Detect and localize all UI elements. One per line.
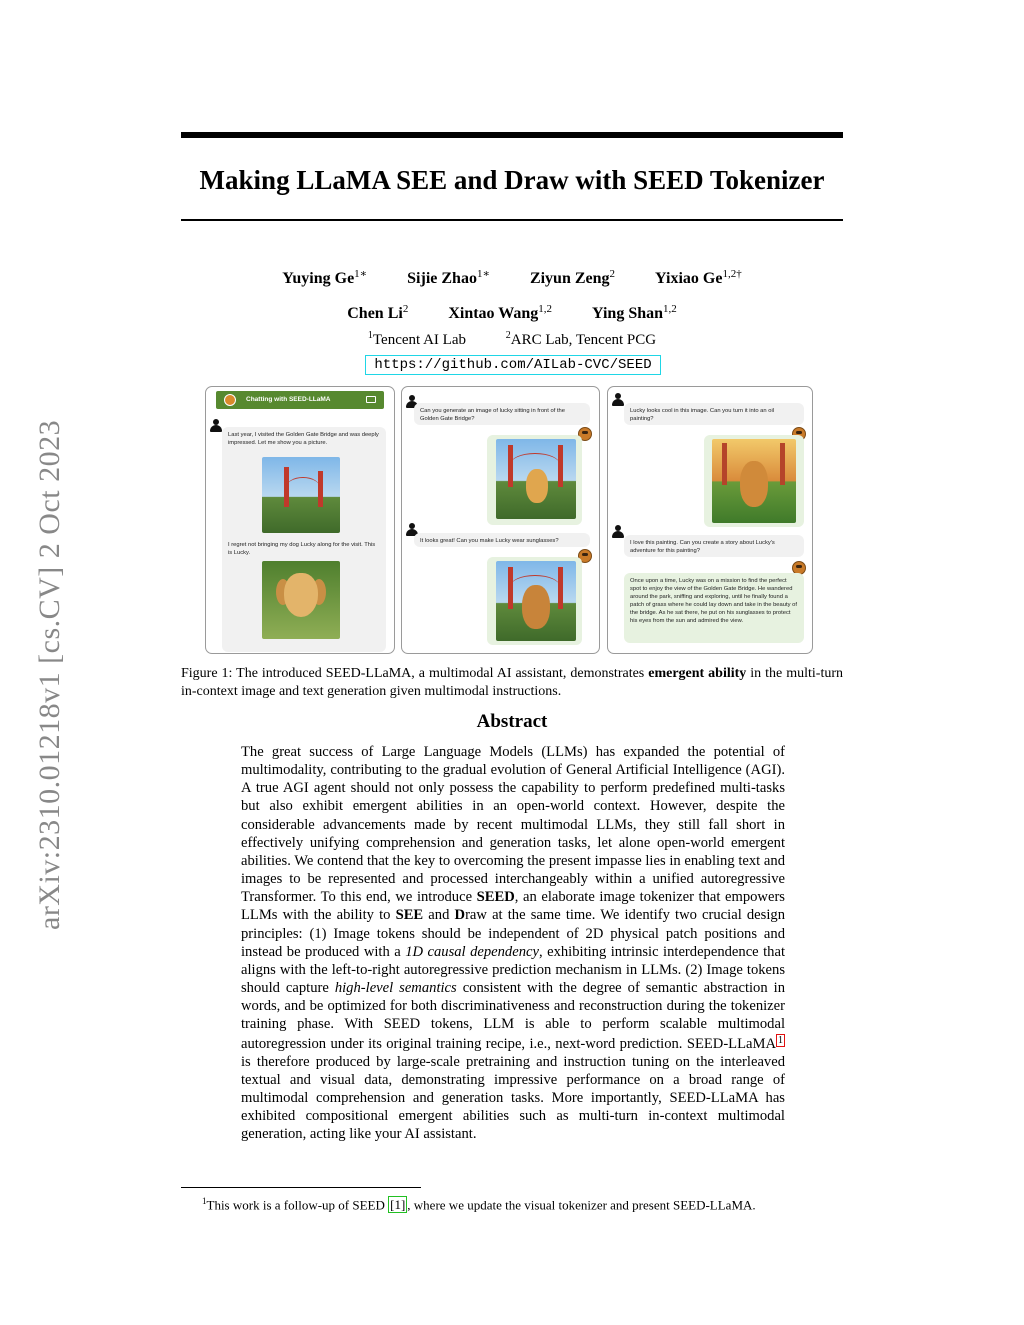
author: Chen Li$^2$ — [347, 303, 409, 322]
authors-row-2 — [181, 298, 843, 325]
user-message-text: It looks great! Can you make Lucky wear sunglasses? — [420, 538, 559, 544]
authors-row-1 — [181, 263, 843, 290]
golden-gate-photo — [262, 457, 340, 533]
oil-painting-image — [712, 439, 796, 523]
arxiv-stamp — [20, 370, 80, 930]
user-message-bubble — [222, 537, 386, 559]
citation-link[interactable]: [1] — [390, 1197, 406, 1213]
user-message-text: Last year, I visited the Golden Gate Bridge and was deeply impressed. Let me show you a picture. — [228, 432, 379, 446]
bot-story-bubble — [624, 573, 804, 643]
camera-icon — [366, 396, 376, 403]
abstract-heading: Abstract — [476, 711, 548, 732]
user-avatar-icon — [612, 525, 624, 538]
author: Ziyun Zeng$^2$ — [529, 268, 616, 287]
user-message-text: Lucky looks cool in this image. Can you turn it into an oil painting? — [630, 408, 775, 422]
user-message-bubble — [624, 403, 804, 425]
title-rule-top — [181, 132, 843, 138]
user-message-text: I regret not bringing my dog Lucky along for the visit. This is Lucky. — [228, 542, 376, 556]
dog-photo — [262, 561, 340, 639]
title-rule-bottom — [181, 219, 843, 221]
bot-message-text: Once upon a time, Lucky was on a mission to find the perfect spot to enjoy the view of the Golden Gate Bridge. He wandered around the park, sniffing and exploring, until he finally found a patch of grass where he could lay down and take in the beauty of the bridge. As he sat there, he put on his sunglasses to protect his eyes from the sun and admired the view. — [630, 578, 797, 624]
generated-dog-bridge-image — [496, 439, 576, 519]
author: Yuying $Ge^{1∗}$ — [282, 268, 368, 287]
arxiv-id-text: arXiv:2310.01218v1 [cs.CV] 2 Oct 2023 — [33, 419, 66, 930]
author: Xintao Wang$^{1,2}$ — [448, 303, 553, 322]
chat-panel-3 — [607, 386, 813, 654]
author: Sijie Zhao$^{1∗}$ — [407, 268, 490, 287]
user-message-bubble — [414, 533, 590, 547]
user-message-text: I love this painting. Can you create a story about Lucky's adventure for this painting? — [630, 540, 775, 554]
chat-panel-1 — [205, 386, 395, 654]
user-message-bubble — [414, 403, 590, 425]
generated-dog-sunglasses-image — [496, 561, 576, 641]
affiliations — [181, 326, 843, 350]
user-message-bubble — [624, 535, 804, 557]
chat-panel-2 — [401, 386, 600, 654]
author: Yixiao $Ge^{1,2\dagger}$ — [655, 268, 742, 287]
paper-title: Making LLaMA SEE and Draw with SEED Tokenizer — [199, 165, 825, 195]
github-repo-link[interactable]: https://github.com/AILab-CVC/SEED — [365, 355, 661, 375]
abstract-body: The great success of Large Language Models (LLMs) has expanded the potential of multimodality, contributing to the gradual evolution of General Artificial Intelligence (AGI). A true AGI agent should not only possess the capability to perform predefined multi-tasks but also exhibit emergent abilities in an open-world context. However, despite the considerable advancements made by recent multimodal LLMs, they still fall short in effectively unifying comprehension and generation tasks, let alone open-world emergent abilities. We contend that the key to overcoming the present impasse lies in enabling text and images to be represented and processed interchangeably within a unified autoregressive Transformer. To this end, we introduce SEED, an elaborate image tokenizer that empowers LLMs with the ability to SEE and Draw at the same time. We identify two crucial design principles: (1) Image tokens should be independent of 2D physical patch positions and instead be produced with a 1D causal dependency, exhibiting intrinsic interdependence that aligns with the left-to-right autoregressive prediction mechanism in LLMs. (2) Image tokens should capture high-level semantics consistent with the degree of semantic abstraction in words, and be optimized for both discriminativeness and reconstruction during the tokenizer training phase. With SEED tokens, LLM is able to perform scalable multimodal autoregression under its original training recipe, i.e., next-word prediction. SEED-LLaMA 1 is therefore produced by large-scale pretraining and instruction tuning on the interleaved textual and visual data, demonstrating impressive performance on a broad range of multimodal comprehension and generation tasks. More importantly, SEED-LLaMA has exhibited compositional emergent abilities such as multi-turn in-context multimodal generation, acting like your AI assistant. — [241, 744, 786, 1143]
figure-caption: Figure 1: The introduced SEED-LLaMA, a multimodal AI assistant, demonstrates emergent ability in the multi-turn in-context image and text generation given multimodal instructions. — [181, 666, 843, 699]
figure-1 — [205, 386, 815, 656]
footnote-rule — [181, 1187, 421, 1188]
user-message-text: Can you generate an image of lucky sitting in front of the Golden Gate Bridge? — [420, 408, 566, 422]
footnote-ref-link[interactable]: 1 — [778, 1034, 783, 1046]
user-avatar-icon — [210, 419, 222, 432]
footnote: $^1$This work is a follow-up of SEED [1] , where we update the visual tokenizer and present SEED-LLaMA. — [202, 1196, 756, 1213]
user-avatar-icon — [612, 393, 624, 406]
affiliation: $^1$Tencent AI Lab — [367, 330, 466, 348]
chat-header: Chatting with SEED-LLaMA — [216, 391, 384, 409]
affiliation: $^2$ARC Lab, Tencent PCG — [505, 330, 657, 348]
author: Ying Shan$^{1,2}$ — [592, 303, 677, 322]
seed-llama-logo-icon — [224, 394, 236, 406]
